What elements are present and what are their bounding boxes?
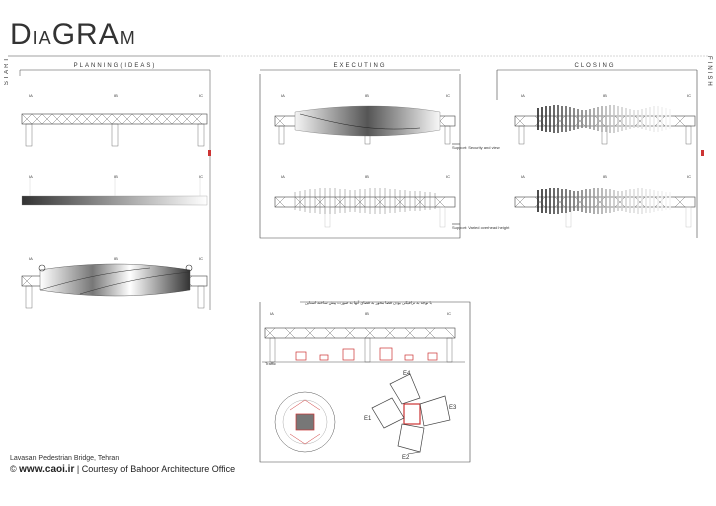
column-label-c: IC	[446, 174, 450, 179]
fin-array	[295, 188, 435, 214]
progress-mark	[208, 150, 211, 156]
column-label-a: IA	[281, 93, 285, 98]
column-label-c: IC	[687, 174, 691, 179]
section-executing: EXECUTING	[333, 63, 387, 69]
credit-separator: |	[76, 464, 80, 474]
credit-line	[10, 464, 235, 475]
courtesy-text: Courtesy of Bahoor Architecture Office	[81, 464, 236, 474]
title-part: GRA	[51, 18, 120, 51]
traffic-vehicles	[296, 348, 437, 360]
column-label-c: IC	[199, 93, 203, 98]
note-security: Support: Security and view	[452, 145, 500, 150]
column-label-c: IC	[447, 311, 451, 316]
closing-frame	[497, 70, 697, 238]
section-closing: CLOSING	[574, 63, 616, 69]
truss-bridge	[265, 328, 455, 362]
section-planning: PLANNING(IDEAS)	[73, 63, 157, 69]
detail-frame	[260, 302, 470, 462]
column-label-a: IA	[29, 93, 33, 98]
traffic-label: Traffic	[265, 361, 276, 366]
note-overhead: Support: Varied overhead height	[452, 225, 510, 230]
column-label-b: IB	[365, 93, 369, 98]
copyright-icon: ©	[10, 464, 17, 474]
title-part: M	[119, 28, 136, 48]
column-label-b: IB	[603, 93, 607, 98]
column-label-b: IB	[114, 93, 118, 98]
column-label-b: IB	[114, 174, 118, 179]
column-label-b: IB	[603, 174, 607, 179]
column-label-c: IC	[199, 174, 203, 179]
finish-marker: FINISH	[706, 56, 712, 88]
title-part: IA	[32, 28, 52, 48]
column-label-a: IA	[270, 311, 274, 316]
twisted-deck	[40, 264, 190, 296]
column-label-a: IA	[521, 93, 525, 98]
fin-array	[538, 105, 670, 133]
detail-caption: با توجه به ترافیکی بودن فضا محور به فضای آنها به صورت پیش ساخته استاین	[305, 300, 432, 305]
column-label-c: IC	[687, 93, 691, 98]
gradient-deck	[22, 196, 207, 205]
title-part: D	[10, 18, 33, 51]
plan-core	[296, 414, 314, 430]
core-box	[404, 404, 420, 424]
column-label-a: IA	[521, 174, 525, 179]
column-label-a: IA	[29, 174, 33, 179]
column-label-b: IB	[114, 256, 118, 261]
truss-bridge	[22, 114, 207, 146]
column-label-b: IB	[365, 311, 369, 316]
exploded-panels	[372, 374, 450, 452]
column-label-c: IC	[446, 93, 450, 98]
column-label-c: IC	[199, 256, 203, 261]
project-caption: Lavasan Pedestrian Bridge, Tehran	[10, 455, 120, 462]
start-marker: START	[4, 56, 10, 86]
column-label-a: IA	[281, 174, 285, 179]
elevation-label-e2: E2	[402, 455, 410, 461]
column-label-a: IA	[29, 256, 33, 261]
twisted-deck	[295, 106, 440, 136]
elevation-label-e3: E3	[449, 405, 457, 411]
fin-array	[538, 188, 670, 214]
executing-frame	[260, 74, 460, 238]
column-label-b: IB	[365, 174, 369, 179]
site-link[interactable]: www.caoi.ir	[19, 464, 75, 475]
elevation-label-e1: E1	[364, 416, 372, 422]
elevation-label-e4: E4	[403, 371, 411, 377]
progress-mark	[701, 150, 704, 156]
